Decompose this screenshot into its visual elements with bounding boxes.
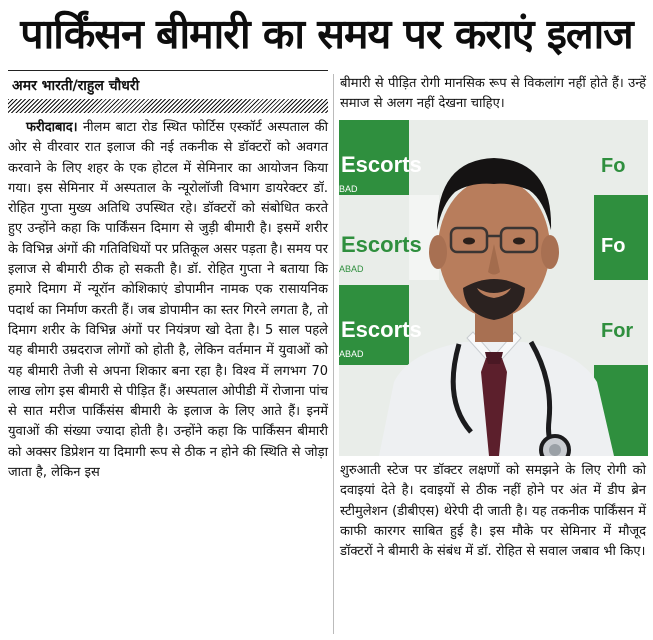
escorts-logo-sub: ABAD	[339, 349, 364, 359]
escorts-logo-text: Escorts	[341, 152, 422, 177]
headline: पार्किंसन बीमारी का समय पर कराएं इलाज	[20, 10, 633, 58]
doctor-photo	[339, 120, 648, 456]
doctor-photo-illustration	[339, 120, 648, 456]
byline-rule	[8, 70, 328, 71]
article-body-left: नीलम बाटा रोड स्थित फोर्टिस एस्कॉर्ट अस्पताल की ओर से वीरवार रात इलाज की नई तकनीक से डॉक्टरों को अवगत करवाने के लिए शहर के एक होटल में सेमिनार का आयोजन किया गया। इस सेमिनार में अस्पताल के न्यूरोलॉजी विभाग डायरेक्टर डॉ. रोहित गुप्ता मुख्य अतिथि उपस्थित रहे। डॉक्टरों को संबोधित करते हुए उन्होंने कहा कि पार्किंसन दिमाग से जुड़ी बीमारी है। इसमें शरीर के विभिन्न अंगों की गतिविधियों पर प्रतिकूल असर पड़ता है। समय पर इलाज से बीमारी ठीक हो सकती है। डॉ. रोहित गुप्ता ने बताया कि हमारे दिमाग में न्यूरॉन कोशिकाएं डोपामीन नामक एक रासायनिक पदार्थ का निर्माण करती हैं। जब डोपामीन का स्तर गिरने लगता है, तो दिमाग शरीर के विभिन्न अंगों पर नियंत्रण खो देता है। 5 साल पहले यह बीमारी उम्रदराज लोगों को होती है, लेकिन वर्तमान में युवाओं को यह बीमारी तेजी से अपना शिकार बना रहा है। विश्व में लगभग 70 लाख लोग इस बीमारी से पीड़ित हैं। अस्पताल ओपीडी में रोजाना पांच से सात मरीज पार्किंसंस बीमारी के इलाज के लिए आते हैं। इनमें युवाओं की संख्या ज्यादा होती है। उन्होंने कहा कि पार्किंसन बीमारी को अक्सर डिप्रेशन या दिमागी रूप से ठीक न होने की स्थिति से जोड़ा जाता है, लेकिन इस	[8, 120, 328, 481]
fortis-logo-text: Fo	[601, 235, 626, 257]
article-paragraph	[8, 118, 328, 483]
article-right-bottom	[340, 461, 646, 562]
byline-hatch-pattern	[8, 99, 328, 113]
escorts-logo-sub: ABAD	[339, 264, 364, 274]
escorts-logo-text: Escorts	[341, 232, 422, 257]
article-text-right-bottom: शुरुआती स्टेज पर डॉक्टर लक्षणों को समझने के लिए रोगी को दवाइयां देते है। दवाइयों से ठीक नहीं होने पर अंत में डीप ब्रेन स्टीमुलेशन (डीबीएस) थेरेपी दी जाती है। यह तकनीक पार्किंसन में काफी कारगर साबित हुई है। इस मौके पर सेमिनार में मौजूद डॉक्टरों ने बीमारी के संबंध में डॉ. रोहित से सवाल जबाव भी किए।	[340, 463, 646, 560]
article-text-right-top: बीमारी से पीड़ित रोगी मानसिक रूप से विकलांग नहीं होते हैं। उन्हें समाज से अलग नहीं देखना चाहिए।	[340, 76, 646, 112]
column-divider	[333, 74, 334, 634]
article-left-column	[8, 118, 328, 483]
dateline: फरीदाबाद।	[26, 120, 78, 135]
escorts-logo-text: Escorts	[341, 317, 422, 342]
fortis-logo-text: Fo	[601, 155, 626, 177]
escorts-logo-sub: BAD	[339, 184, 358, 194]
byline: अमर भारती/राहुल चौधरी	[12, 78, 140, 94]
fortis-logo-text: For	[601, 320, 634, 342]
article-right-top	[340, 74, 646, 115]
